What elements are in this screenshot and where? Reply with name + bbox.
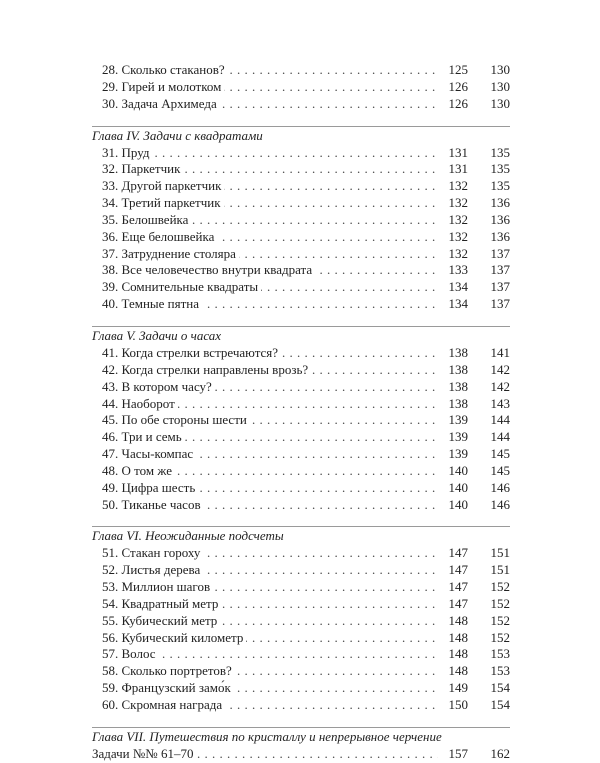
problem-page-number: 133 [438, 262, 468, 279]
toc-entry [92, 195, 510, 212]
entry-title-leader [102, 396, 450, 413]
entry-title: 32. Паркетчик [102, 161, 183, 176]
toc-entry [92, 178, 510, 195]
toc-entry [92, 161, 510, 178]
entry-title-leader [102, 212, 450, 229]
entry-title: 57. Волос [102, 646, 159, 661]
entry-title: 35. Белошвейка [102, 212, 191, 227]
entry-title-leader [102, 195, 450, 212]
chapter-heading: Глава IV. Задачи с квадратами [92, 126, 510, 144]
answer-page-number: 137 [490, 296, 510, 312]
toc-entry [92, 79, 510, 96]
toc-entry [92, 396, 510, 413]
answer-page-number: 136 [490, 211, 510, 227]
answer-page-number: 152 [490, 612, 510, 628]
entry-title-leader [102, 79, 450, 96]
problem-page-number: 132 [438, 212, 468, 229]
toc-entry [92, 480, 510, 497]
toc-entry [92, 296, 510, 313]
toc-entry [92, 463, 510, 480]
answer-page-number: 141 [490, 344, 510, 360]
entry-title: 38. Все человечество внутри квадрата [102, 262, 315, 277]
entry-title: 56. Кубический километр [102, 630, 246, 645]
entry-title-leader [102, 379, 450, 396]
toc-entry [92, 412, 510, 429]
entry-title: 37. Затруднение столяра [102, 246, 239, 261]
answer-page-number: 135 [490, 144, 510, 160]
entry-title: 52. Листья дерева [102, 562, 203, 577]
answer-page-number: 136 [490, 228, 510, 244]
problem-page-number: 139 [438, 412, 468, 429]
answer-page-number: 137 [490, 262, 510, 278]
answer-page-number: 137 [490, 279, 510, 295]
answer-page-number: 136 [490, 195, 510, 211]
entry-title: 43. В котором часу? [102, 379, 215, 394]
toc-entry [92, 429, 510, 446]
entry-title-leader [102, 646, 450, 663]
toc-entry [92, 613, 510, 630]
entry-title: 34. Третий паркетчик [102, 195, 224, 210]
toc-entry [92, 630, 510, 647]
toc-entry [92, 746, 510, 763]
toc-entry [92, 379, 510, 396]
entry-title: 45. По обе стороны шести [102, 412, 250, 427]
toc-entry [92, 545, 510, 562]
answer-page-number: 135 [490, 178, 510, 194]
problem-page-number: 125 [438, 62, 468, 79]
entry-title-leader [102, 345, 450, 362]
answer-page-number: 152 [490, 595, 510, 611]
entry-title-leader [102, 596, 450, 613]
problem-page-number: 138 [438, 345, 468, 362]
problem-page-number: 139 [438, 429, 468, 446]
answer-page-number: 151 [490, 545, 510, 561]
problem-page-number: 140 [438, 497, 468, 514]
answer-page-number: 154 [490, 697, 510, 712]
entry-title: 42. Когда стрелки направлены врозь? [102, 362, 311, 377]
entry-title-leader [102, 279, 450, 296]
toc-entry [92, 680, 510, 697]
toc-entry [92, 145, 510, 162]
entry-title-leader [102, 296, 450, 313]
entry-title-leader [102, 161, 450, 178]
answer-page-number: 137 [490, 245, 510, 261]
answer-page-number: 144 [490, 429, 510, 445]
toc-entry [92, 497, 510, 514]
entry-title: 39. Сомнительные квадраты [102, 279, 261, 294]
problem-page-number: 147 [438, 562, 468, 579]
entry-title: 49. Цифра шесть [102, 480, 198, 495]
entry-title: 50. Тиканье часов [102, 497, 204, 512]
entry-title-leader [102, 96, 450, 113]
table-of-contents [92, 62, 510, 763]
problem-page-number: 147 [438, 596, 468, 613]
entry-title-leader [102, 62, 450, 79]
problem-page-number: 148 [438, 663, 468, 680]
problem-page-number: 131 [438, 161, 468, 178]
entry-title-leader [102, 613, 450, 630]
entry-title: 44. Наоборот [102, 396, 178, 411]
toc-entry [92, 596, 510, 613]
chapter-heading: Глава VI. Неожиданные подсчеты [92, 526, 510, 544]
entry-title-leader [102, 446, 450, 463]
entry-title-leader [102, 246, 450, 263]
answer-page-number: 146 [490, 496, 510, 512]
answer-page-number: 145 [490, 446, 510, 462]
entry-title-leader [102, 630, 450, 647]
problem-page-number: 140 [438, 463, 468, 480]
answer-page-number: 142 [490, 361, 510, 377]
answer-page-number: 135 [490, 161, 510, 177]
entry-title: 40. Темные пятна [102, 296, 202, 311]
toc-entry [92, 446, 510, 463]
toc-entry [92, 579, 510, 596]
answer-page-number: 130 [490, 78, 510, 94]
entry-title: 29. Гирей и молотком [102, 79, 224, 94]
entry-title-leader [102, 412, 450, 429]
entry-title-leader [92, 746, 450, 763]
answer-page-number: 130 [490, 62, 510, 77]
problem-page-number: 134 [438, 279, 468, 296]
answer-page-number: 143 [490, 395, 510, 411]
problem-page-number: 148 [438, 646, 468, 663]
answer-page-number: 152 [490, 629, 510, 645]
problem-page-number: 157 [438, 746, 468, 763]
entry-title-leader [102, 429, 450, 446]
answer-page-number: 162 [490, 745, 510, 761]
answer-page-number: 153 [490, 646, 510, 662]
answer-page-number: 145 [490, 462, 510, 478]
toc-entry [92, 646, 510, 663]
answer-page-number: 142 [490, 378, 510, 394]
entry-title-leader [102, 262, 450, 279]
problem-page-number: 126 [438, 79, 468, 96]
answer-page-number: 144 [490, 412, 510, 428]
toc-entry [92, 212, 510, 229]
problem-page-number: 134 [438, 296, 468, 313]
entry-title: 46. Три и семь [102, 429, 185, 444]
problem-page-number: 138 [438, 362, 468, 379]
entry-title-leader [102, 562, 450, 579]
entry-title: 59. Французский замо́к [102, 680, 234, 695]
answer-page-number: 151 [490, 562, 510, 578]
entry-title: 33. Другой паркетчик [102, 178, 224, 193]
toc-entry [92, 562, 510, 579]
entry-title: 41. Когда стрелки встречаются? [102, 345, 281, 360]
problem-page-number: 150 [438, 697, 468, 714]
entry-title-leader [102, 497, 450, 514]
toc-entry [92, 246, 510, 263]
entry-title: 47. Часы-компас [102, 446, 196, 461]
toc-entry [92, 96, 510, 113]
problem-page-number: 147 [438, 545, 468, 562]
problem-page-number: 132 [438, 178, 468, 195]
problem-page-number: 132 [438, 229, 468, 246]
answer-page-number: 146 [490, 479, 510, 495]
problem-page-number: 126 [438, 96, 468, 113]
entry-title: Задачи №№ 61–70 [92, 746, 196, 761]
entry-title: 60. Скромная награда [102, 697, 225, 712]
entry-title-leader [102, 463, 450, 480]
entry-title-leader [102, 663, 450, 680]
problem-page-number: 149 [438, 680, 468, 697]
toc-entry [92, 62, 510, 79]
answer-page-number: 130 [490, 95, 510, 111]
answer-page-number: 154 [490, 680, 510, 696]
problem-page-number: 140 [438, 480, 468, 497]
entry-title: 31. Пруд [102, 145, 153, 160]
entry-title-leader [102, 178, 450, 195]
problem-page-number: 139 [438, 446, 468, 463]
problem-page-number: 148 [438, 630, 468, 647]
entry-title-leader [102, 697, 450, 714]
entry-title-leader [102, 545, 450, 562]
chapter-heading: Глава VII. Путешествия по кристаллу и непрерывное черчение [92, 727, 510, 745]
entry-title-leader [102, 579, 450, 596]
problem-page-number: 132 [438, 195, 468, 212]
entry-title: 55. Кубический метр [102, 613, 220, 628]
entry-title: 53. Миллион шагов [102, 579, 213, 594]
toc-entry [92, 362, 510, 379]
toc-entry [92, 279, 510, 296]
entry-title: 36. Еще белошвейка [102, 229, 217, 244]
entry-title-leader [102, 145, 450, 162]
entry-title-leader [102, 680, 450, 697]
entry-title: 30. Задача Архимеда [102, 96, 220, 111]
entry-title: 51. Стакан гороху [102, 545, 203, 560]
answer-page-number: 153 [490, 663, 510, 679]
problem-page-number: 148 [438, 613, 468, 630]
entry-title: 58. Сколько портретов? [102, 663, 235, 678]
problem-page-number: 147 [438, 579, 468, 596]
entry-title: 54. Квадратный метр [102, 596, 221, 611]
entry-title: 28. Сколько стаканов? [102, 62, 228, 77]
entry-title-leader [102, 480, 450, 497]
entry-title-leader [102, 362, 450, 379]
problem-page-number: 132 [438, 246, 468, 263]
toc-entry [92, 697, 510, 714]
problem-page-number: 131 [438, 145, 468, 162]
toc-entry [92, 663, 510, 680]
entry-title-leader [102, 229, 450, 246]
answer-page-number: 152 [490, 579, 510, 595]
entry-title: 48. О том же [102, 463, 175, 478]
chapter-heading: Глава V. Задачи о часах [92, 326, 510, 344]
problem-page-number: 138 [438, 396, 468, 413]
toc-entry [92, 229, 510, 246]
problem-page-number: 138 [438, 379, 468, 396]
toc-entry [92, 262, 510, 279]
toc-entry [92, 345, 510, 362]
